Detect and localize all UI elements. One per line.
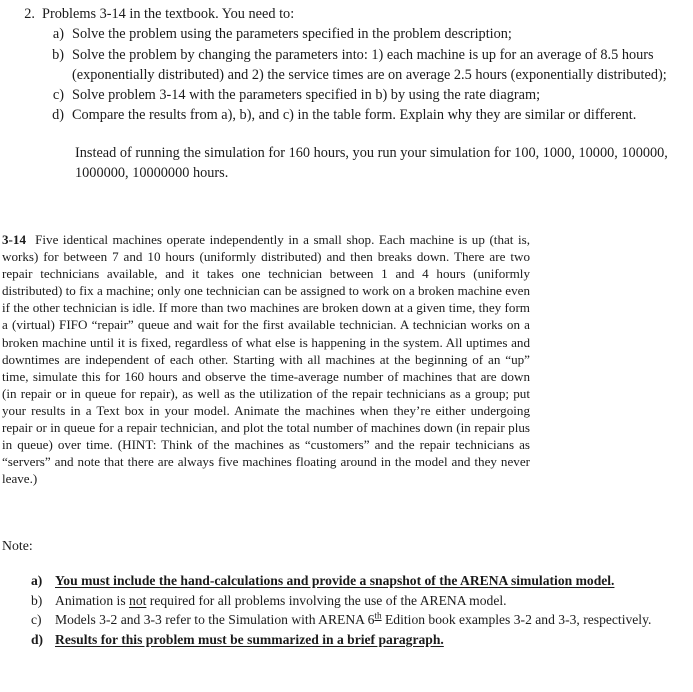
note-item-marker: d) (31, 631, 44, 647)
textbook-problem-number: 3-14 (2, 232, 27, 247)
assignment-subitem-text: Solve the problem by changing the parameters into: 1) each machine is up for an average of 8.5 hours (exponentially distributed) and 2) the service times are on average 2.5 hours (exponentially distributed); (72, 46, 667, 83)
note-item-text (49, 591, 685, 611)
assignment-subitem-text: Solve the problem using the parameters specified in the problem description; (72, 26, 512, 43)
note-label: Note: (2, 538, 33, 553)
assignment-subitem-marker: a) (52, 26, 64, 43)
note-item-text (49, 610, 685, 630)
assignment-closing-paragraph: Instead of running the simulation for 160 hours, you run your simulation for 100, 1000, 10000, 100000, 1000000, 10000000 hours. (75, 144, 668, 182)
assignment-subitem-a (0, 24, 693, 44)
assignment-subitem-c (0, 85, 693, 105)
assignment-item-text: Problems 3-14 in the textbook. You need to: (42, 6, 295, 22)
assignment-item-marker: 2. (24, 6, 35, 22)
assignment-subitem-text: Compare the results from a), b), and c) in the table form. Explain why they are similar or different. (72, 107, 637, 124)
note-item-text (49, 630, 685, 650)
note-item-text-before: Animation is (55, 592, 130, 608)
note-item-emphasis: Results for this problem must be summarized in a brief paragraph. (55, 631, 444, 647)
assignment-section (0, 4, 693, 183)
note-item-c (0, 610, 693, 630)
assignment-subitem-d (0, 105, 693, 125)
note-item-marker: b) (31, 592, 43, 608)
note-item-text (49, 571, 685, 591)
note-list (0, 571, 693, 649)
note-item-marker: c) (31, 612, 42, 628)
assignment-subitem-marker: d) (52, 107, 64, 124)
textbook-problem-block (2, 231, 530, 487)
note-item-underlined-word: not (129, 592, 147, 608)
note-item-emphasis: You must include the hand-calculations and provide a snapshot of the ARENA simulation model. (55, 573, 615, 588)
note-item-marker: a) (31, 573, 43, 588)
assignment-subitem-b (0, 45, 693, 86)
assignment-subitem-marker: c) (52, 87, 64, 104)
note-item-b (0, 591, 693, 611)
note-item-text-after: Edition book examples 3-2 and 3-3, respectively. (381, 612, 652, 628)
textbook-problem-body: Five identical machines operate independently in a small shop. Each machine is up (that is, works) for between 7 and 10 hours (uniformly distributed) and then breaks down. There are two repair technicians available, and it takes one technician between 1 and 4 hours (uniformly distributed) to fix a machine; only one technician can be assigned to work on a broken machine even if the other technician is idle. If more than two machines are broken down at a given time, they form a (virtual) FIFO “repair” queue and wait for the first available technician. A technician works on a broken machine until it is fixed, regardless of what else is happening in the system. All uptimes and downtimes are independent of each other. Starting with all machines at the beginning of an “up” time, simulate this for 160 hours and observe the time-average number of machines that are down (in repair or in queue for repair), as well as the utilization of the repair technicians as a group; put your results in a Text box in your model. Animate the machines when they’re either undergoing repair or in queue for a repair technician, and plot the total number of machines down (in repair plus in queue) over time. (HINT: Think of the machines as “customers” and the repair technicians as “servers” and note that there are always five machines floating around in the model and they never leave.) (2, 232, 530, 487)
assignment-subitem-marker: b) (52, 46, 64, 63)
assignment-item-2 (0, 4, 693, 24)
note-item-d (0, 630, 693, 650)
note-item-superscript: th (374, 610, 382, 621)
note-item-a (0, 571, 693, 591)
assignment-subitem-text: Solve problem 3-14 with the parameters specified in b) by using the rate diagram; (72, 87, 541, 104)
note-item-text-before: Models 3-2 and 3-3 refer to the Simulation with ARENA 6 (55, 612, 375, 628)
note-item-text-after: required for all problems involving the use of the ARENA model. (146, 592, 507, 608)
